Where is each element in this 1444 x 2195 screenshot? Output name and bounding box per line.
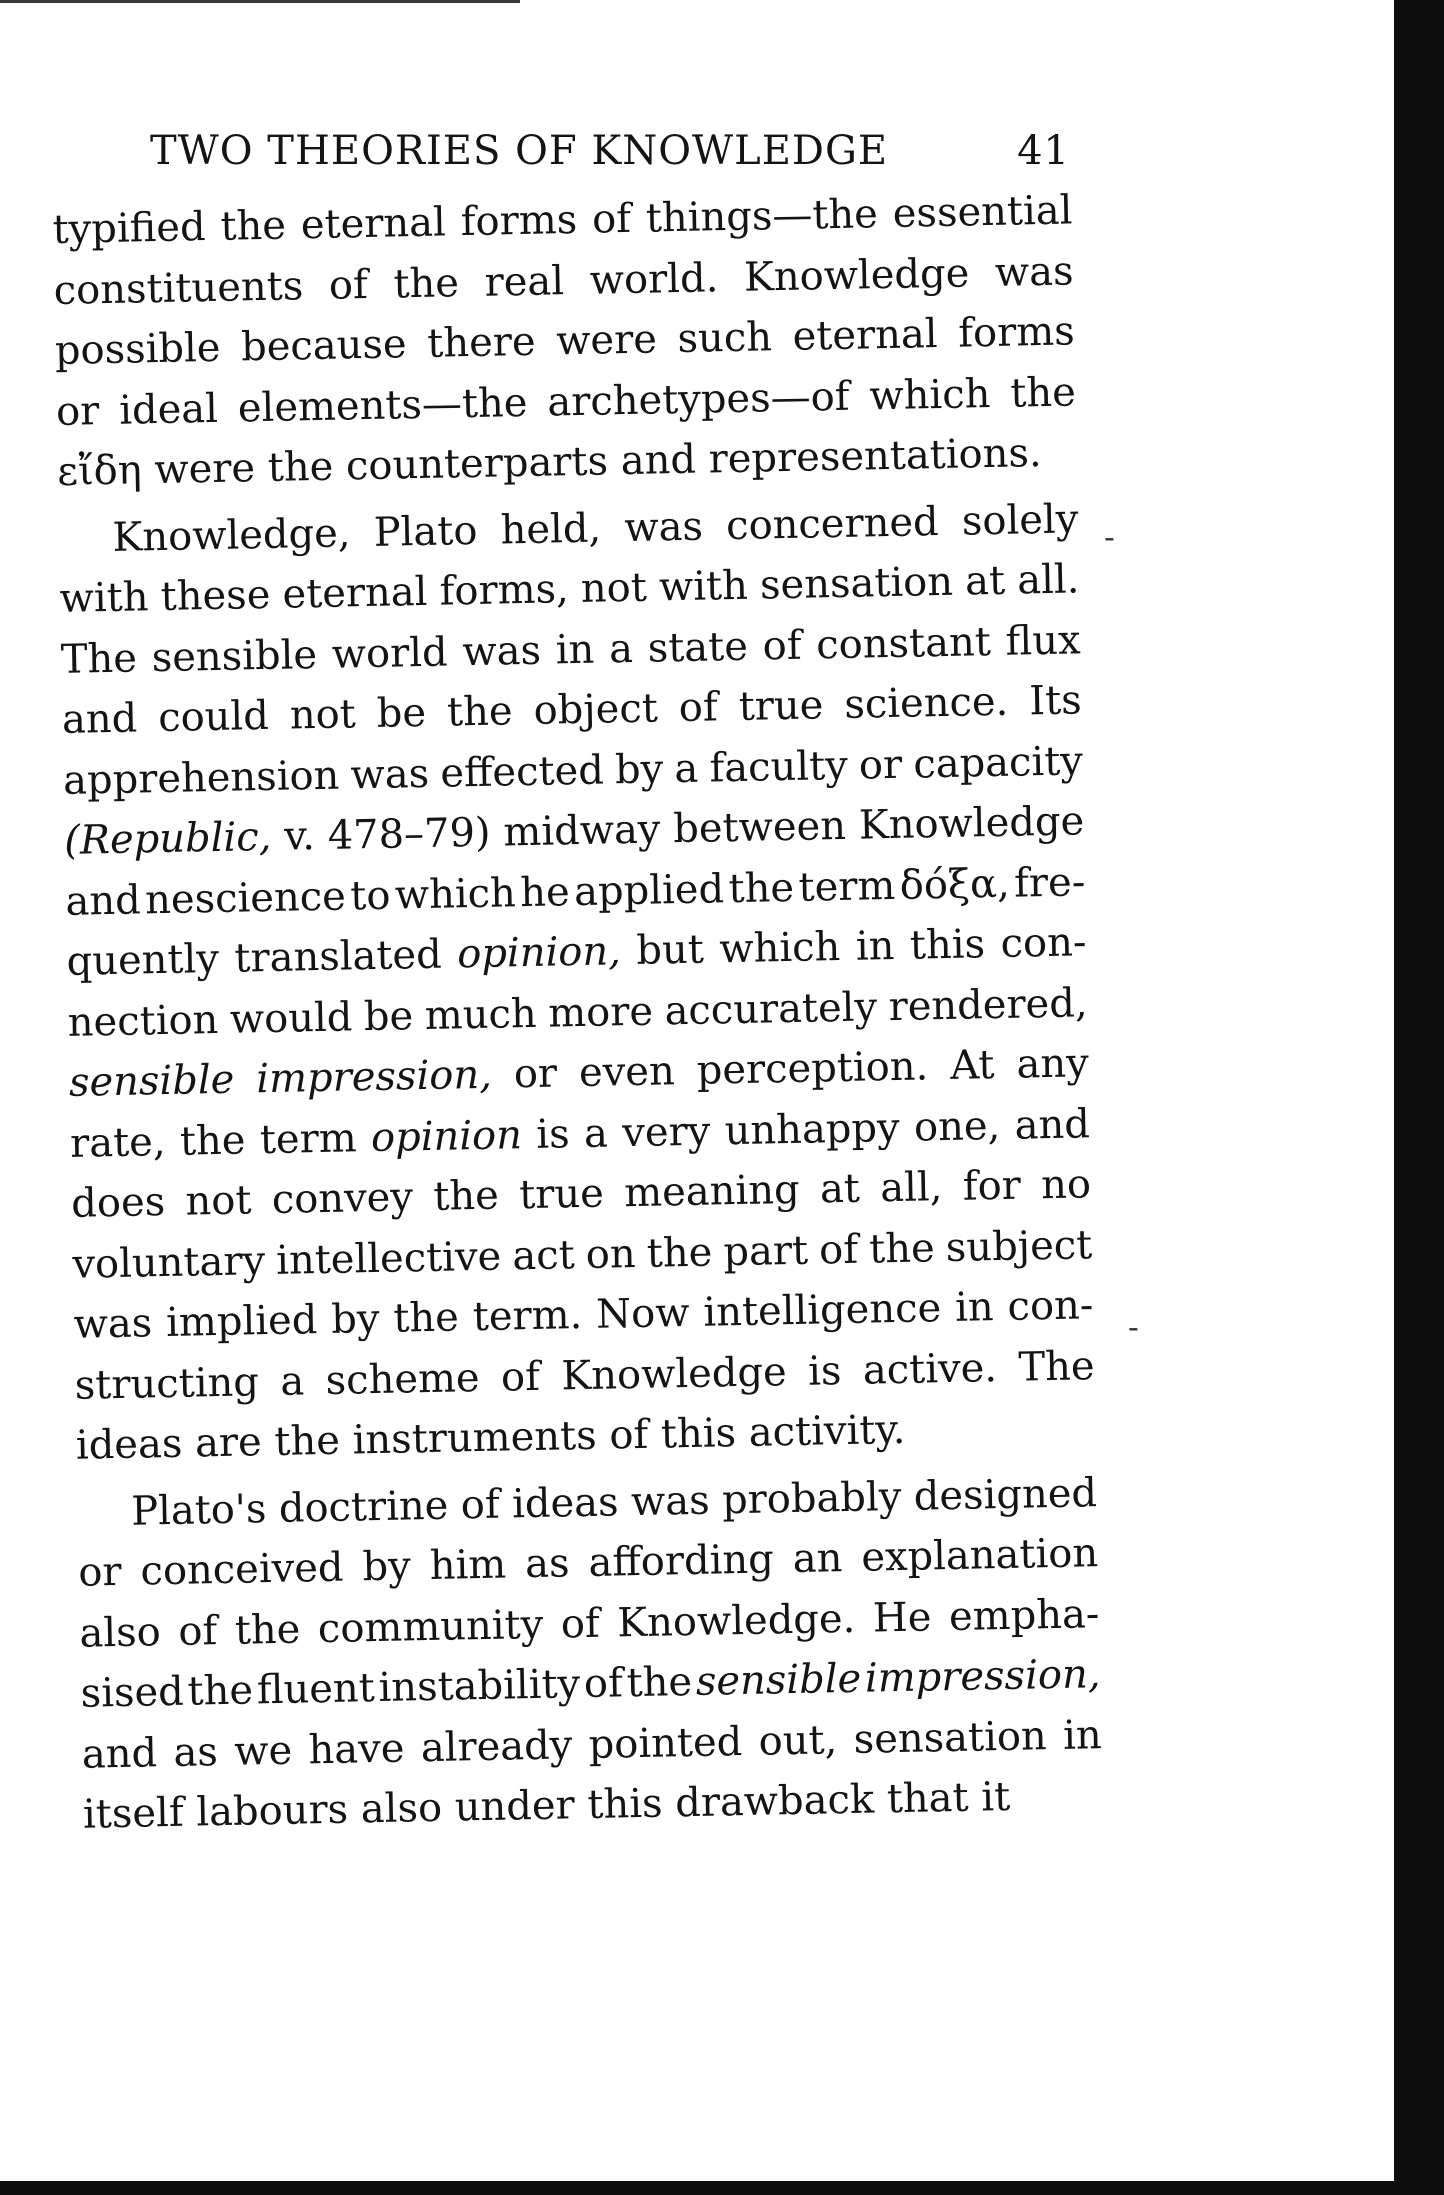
word: intelligence	[702, 1285, 942, 1336]
word: quently	[66, 935, 220, 985]
word: act	[511, 1231, 576, 1279]
word: representations.	[708, 430, 1043, 483]
word: v.	[283, 813, 316, 860]
word: part	[722, 1227, 809, 1275]
word: Knowledge	[858, 798, 1085, 849]
word: more	[547, 988, 654, 1037]
word: sised	[80, 1668, 185, 1717]
word: effected	[439, 747, 605, 797]
word: of	[678, 684, 719, 732]
word: these	[160, 571, 271, 620]
word: already	[420, 1721, 573, 1771]
word: a	[279, 1357, 305, 1405]
word: also	[360, 1784, 443, 1833]
word: opinion	[370, 1111, 523, 1161]
word: Its	[1028, 677, 1083, 725]
word: between	[672, 802, 847, 853]
word: the	[179, 1116, 246, 1165]
word: also	[79, 1608, 162, 1657]
word: Knowledge	[560, 1348, 788, 1399]
word: with	[658, 562, 749, 611]
word: sensible	[695, 1655, 862, 1705]
word: community	[317, 1601, 544, 1652]
word: constituents	[53, 262, 304, 314]
word: by	[362, 1543, 412, 1591]
word: all.	[1016, 556, 1080, 604]
word: real	[484, 257, 565, 306]
word: rate,	[69, 1118, 166, 1167]
word: active.	[862, 1344, 998, 1394]
word: possible	[54, 324, 221, 374]
word: Plato's	[130, 1485, 267, 1535]
word: the	[392, 1294, 460, 1342]
word: designed	[913, 1469, 1098, 1520]
word: science.	[843, 678, 1009, 728]
word: true	[738, 682, 824, 730]
word: and	[1014, 1100, 1091, 1149]
word: nection	[67, 996, 219, 1046]
word: is	[807, 1347, 842, 1395]
word: meaning	[623, 1166, 801, 1217]
word: or	[513, 1050, 558, 1098]
word: Knowledge	[743, 249, 970, 301]
word: sensible	[151, 631, 318, 681]
word: the	[728, 864, 795, 912]
word: and	[61, 695, 138, 743]
word: archetypes—of	[546, 373, 850, 426]
word: or	[858, 741, 903, 789]
word: was	[350, 750, 430, 798]
word: convey	[271, 1174, 414, 1223]
word: sensible	[68, 1056, 235, 1106]
word: the	[187, 1667, 254, 1715]
word: of	[560, 1600, 601, 1647]
word: which	[394, 869, 517, 919]
word: ideas	[511, 1478, 619, 1527]
word: much	[424, 990, 538, 1039]
word: one,	[913, 1102, 1001, 1151]
word: empha-	[948, 1590, 1100, 1640]
word: εἴδη	[56, 447, 143, 495]
word: instruments	[352, 1412, 598, 1464]
word: object	[533, 685, 659, 734]
word: the	[273, 1417, 341, 1465]
word: labours	[195, 1786, 349, 1836]
page-number: 41	[1017, 128, 1070, 174]
word: this	[586, 1780, 663, 1829]
word: was	[73, 1300, 153, 1348]
word: applied	[573, 865, 725, 915]
word: and	[65, 876, 142, 925]
word: the	[432, 1172, 500, 1220]
word: the	[267, 443, 334, 491]
word: (Republic,	[63, 813, 272, 864]
word: concerned	[725, 498, 940, 549]
word: scheme	[325, 1354, 481, 1404]
word: by	[614, 745, 664, 793]
word: term.	[472, 1292, 583, 1341]
word: probably	[721, 1473, 902, 1523]
word: be	[363, 992, 414, 1040]
word: on	[585, 1230, 637, 1278]
word: does	[70, 1179, 166, 1227]
word: as	[173, 1728, 219, 1776]
word: was	[630, 1477, 711, 1525]
word: in	[954, 1284, 995, 1331]
word: under	[454, 1782, 576, 1831]
word: were	[153, 445, 256, 494]
word: at	[964, 557, 1006, 605]
word: typified	[52, 204, 207, 253]
word: the	[234, 1606, 301, 1654]
word: of	[762, 622, 802, 669]
word: forms	[460, 196, 578, 246]
paragraph	[52, 180, 1078, 502]
word: state	[647, 623, 749, 672]
word: of	[500, 1353, 541, 1401]
word: of	[818, 1226, 859, 1273]
word: term	[798, 862, 896, 911]
word: con-	[1007, 1282, 1094, 1330]
word: Now	[595, 1289, 690, 1338]
word: the	[626, 1658, 693, 1707]
running-head-title: TWO THEORIES OF KNOWLEDGE	[150, 128, 889, 174]
word: Plato	[373, 507, 478, 556]
word: or	[55, 387, 100, 435]
top-rule	[0, 0, 520, 3]
word: explanation	[860, 1530, 1099, 1581]
word: any	[1016, 1040, 1090, 1088]
word: such	[677, 314, 773, 363]
word: the	[646, 1229, 713, 1277]
word: were	[555, 316, 658, 365]
word: could	[157, 692, 270, 742]
margin-mark: -	[1104, 518, 1115, 556]
word: elements—the	[237, 379, 528, 431]
word: apprehension	[62, 752, 340, 804]
word: with	[59, 574, 149, 622]
word: flux	[1005, 616, 1081, 665]
word: out,	[758, 1716, 838, 1765]
word: the	[868, 1224, 936, 1273]
word: of	[591, 195, 632, 243]
word: eternal	[792, 311, 938, 360]
word: Knowledge.	[616, 1595, 856, 1646]
word: no	[1040, 1161, 1092, 1209]
word: instability	[378, 1661, 581, 1712]
word: sensation	[759, 558, 954, 609]
word: voluntary	[71, 1237, 266, 1288]
word: there	[426, 318, 536, 367]
word: be	[376, 689, 427, 737]
word: eternal	[282, 568, 428, 618]
word: was	[623, 503, 704, 551]
word: have	[308, 1725, 405, 1773]
word: of	[608, 1411, 649, 1459]
paragraph	[77, 1463, 1104, 1846]
word: by	[330, 1295, 380, 1343]
word: pointed	[588, 1718, 743, 1768]
word: and	[81, 1729, 158, 1778]
word: this	[660, 1410, 737, 1458]
word: which	[718, 924, 841, 973]
word: con-	[1000, 919, 1087, 967]
word: the	[393, 259, 460, 307]
word: because	[240, 321, 408, 371]
word: implied	[165, 1297, 318, 1347]
word: ideas	[75, 1420, 183, 1469]
word: of	[460, 1481, 501, 1528]
word: he	[519, 868, 571, 916]
word: for	[962, 1162, 1022, 1210]
word: held,	[500, 505, 602, 553]
word: world	[331, 628, 449, 678]
word: midway	[502, 806, 661, 856]
word: nescience	[144, 872, 347, 923]
word: perception.	[696, 1043, 929, 1094]
word: capacity	[912, 737, 1084, 788]
word: of	[328, 261, 369, 309]
word: The	[60, 634, 138, 683]
word: of	[583, 1660, 624, 1708]
word: eternal	[300, 199, 447, 249]
word: drawback	[674, 1776, 875, 1827]
word: was	[461, 627, 542, 675]
word: activity.	[748, 1406, 906, 1456]
word: but	[635, 926, 705, 974]
word: or	[77, 1548, 122, 1596]
word: At	[949, 1042, 995, 1089]
word: him	[429, 1541, 507, 1589]
word: forms	[957, 308, 1076, 357]
word: fre-	[1013, 858, 1086, 907]
word: even	[578, 1048, 676, 1097]
word: it	[980, 1773, 1011, 1821]
word: world.	[589, 254, 719, 304]
word: sensation	[853, 1712, 1048, 1763]
word: impression,	[255, 1051, 493, 1103]
word: was	[994, 247, 1074, 296]
word: solely	[961, 495, 1079, 545]
word: intellective	[275, 1233, 502, 1284]
margin-mark: -	[1128, 1308, 1139, 1346]
word: not	[580, 564, 648, 612]
word: 478–79)	[327, 809, 491, 859]
word: essential	[892, 187, 1073, 237]
word: would	[229, 993, 353, 1043]
word: fluent	[256, 1665, 376, 1714]
word: an	[792, 1535, 843, 1583]
word: not	[289, 691, 357, 739]
paragraph	[58, 489, 1096, 1476]
word: unhappy	[724, 1104, 901, 1154]
word: the	[220, 202, 287, 250]
word: a	[608, 625, 634, 672]
word: not	[185, 1177, 252, 1225]
word: term	[259, 1114, 358, 1163]
word: as	[524, 1540, 570, 1588]
word: The	[1018, 1342, 1096, 1391]
page-right-edge	[1394, 0, 1444, 2195]
word: at	[819, 1165, 861, 1213]
word: in	[1062, 1711, 1103, 1759]
word: opinion,	[456, 928, 622, 978]
word: itself	[82, 1789, 185, 1838]
word: constant	[815, 618, 992, 668]
word: a	[583, 1110, 609, 1157]
word: conceived	[140, 1544, 344, 1595]
word: impression,	[864, 1651, 1101, 1702]
word: Knowledge,	[112, 509, 351, 561]
word: affording	[588, 1536, 775, 1586]
word: ideal	[118, 385, 219, 434]
word: are	[194, 1419, 263, 1467]
word: a	[673, 745, 699, 792]
word: in	[555, 626, 595, 673]
word: which	[868, 370, 991, 419]
word: accurately	[664, 983, 878, 1034]
word: subject	[945, 1221, 1093, 1271]
word: δόξα,	[899, 860, 1011, 909]
word: that	[886, 1774, 970, 1823]
page-bottom-edge	[0, 2181, 1444, 2195]
word: and	[620, 436, 697, 485]
word: of	[177, 1607, 218, 1655]
word: translated	[233, 931, 443, 982]
word: true	[518, 1170, 605, 1219]
word: in	[855, 922, 895, 970]
word: forms,	[439, 566, 570, 615]
word: rendered,	[888, 979, 1088, 1030]
word: the	[446, 688, 513, 736]
word: He	[872, 1593, 932, 1641]
word: this	[909, 921, 986, 969]
word: things—the	[645, 191, 879, 242]
word: we	[233, 1727, 293, 1775]
word: structing	[74, 1358, 260, 1409]
word: the	[1009, 368, 1077, 417]
word: counterparts	[345, 438, 609, 490]
word: is	[535, 1110, 571, 1158]
word: faculty	[709, 742, 849, 791]
word: doctrine	[278, 1482, 449, 1532]
word: to	[349, 872, 391, 919]
word: all,	[879, 1164, 943, 1212]
body-text	[52, 180, 1103, 1845]
word: very	[621, 1108, 711, 1156]
